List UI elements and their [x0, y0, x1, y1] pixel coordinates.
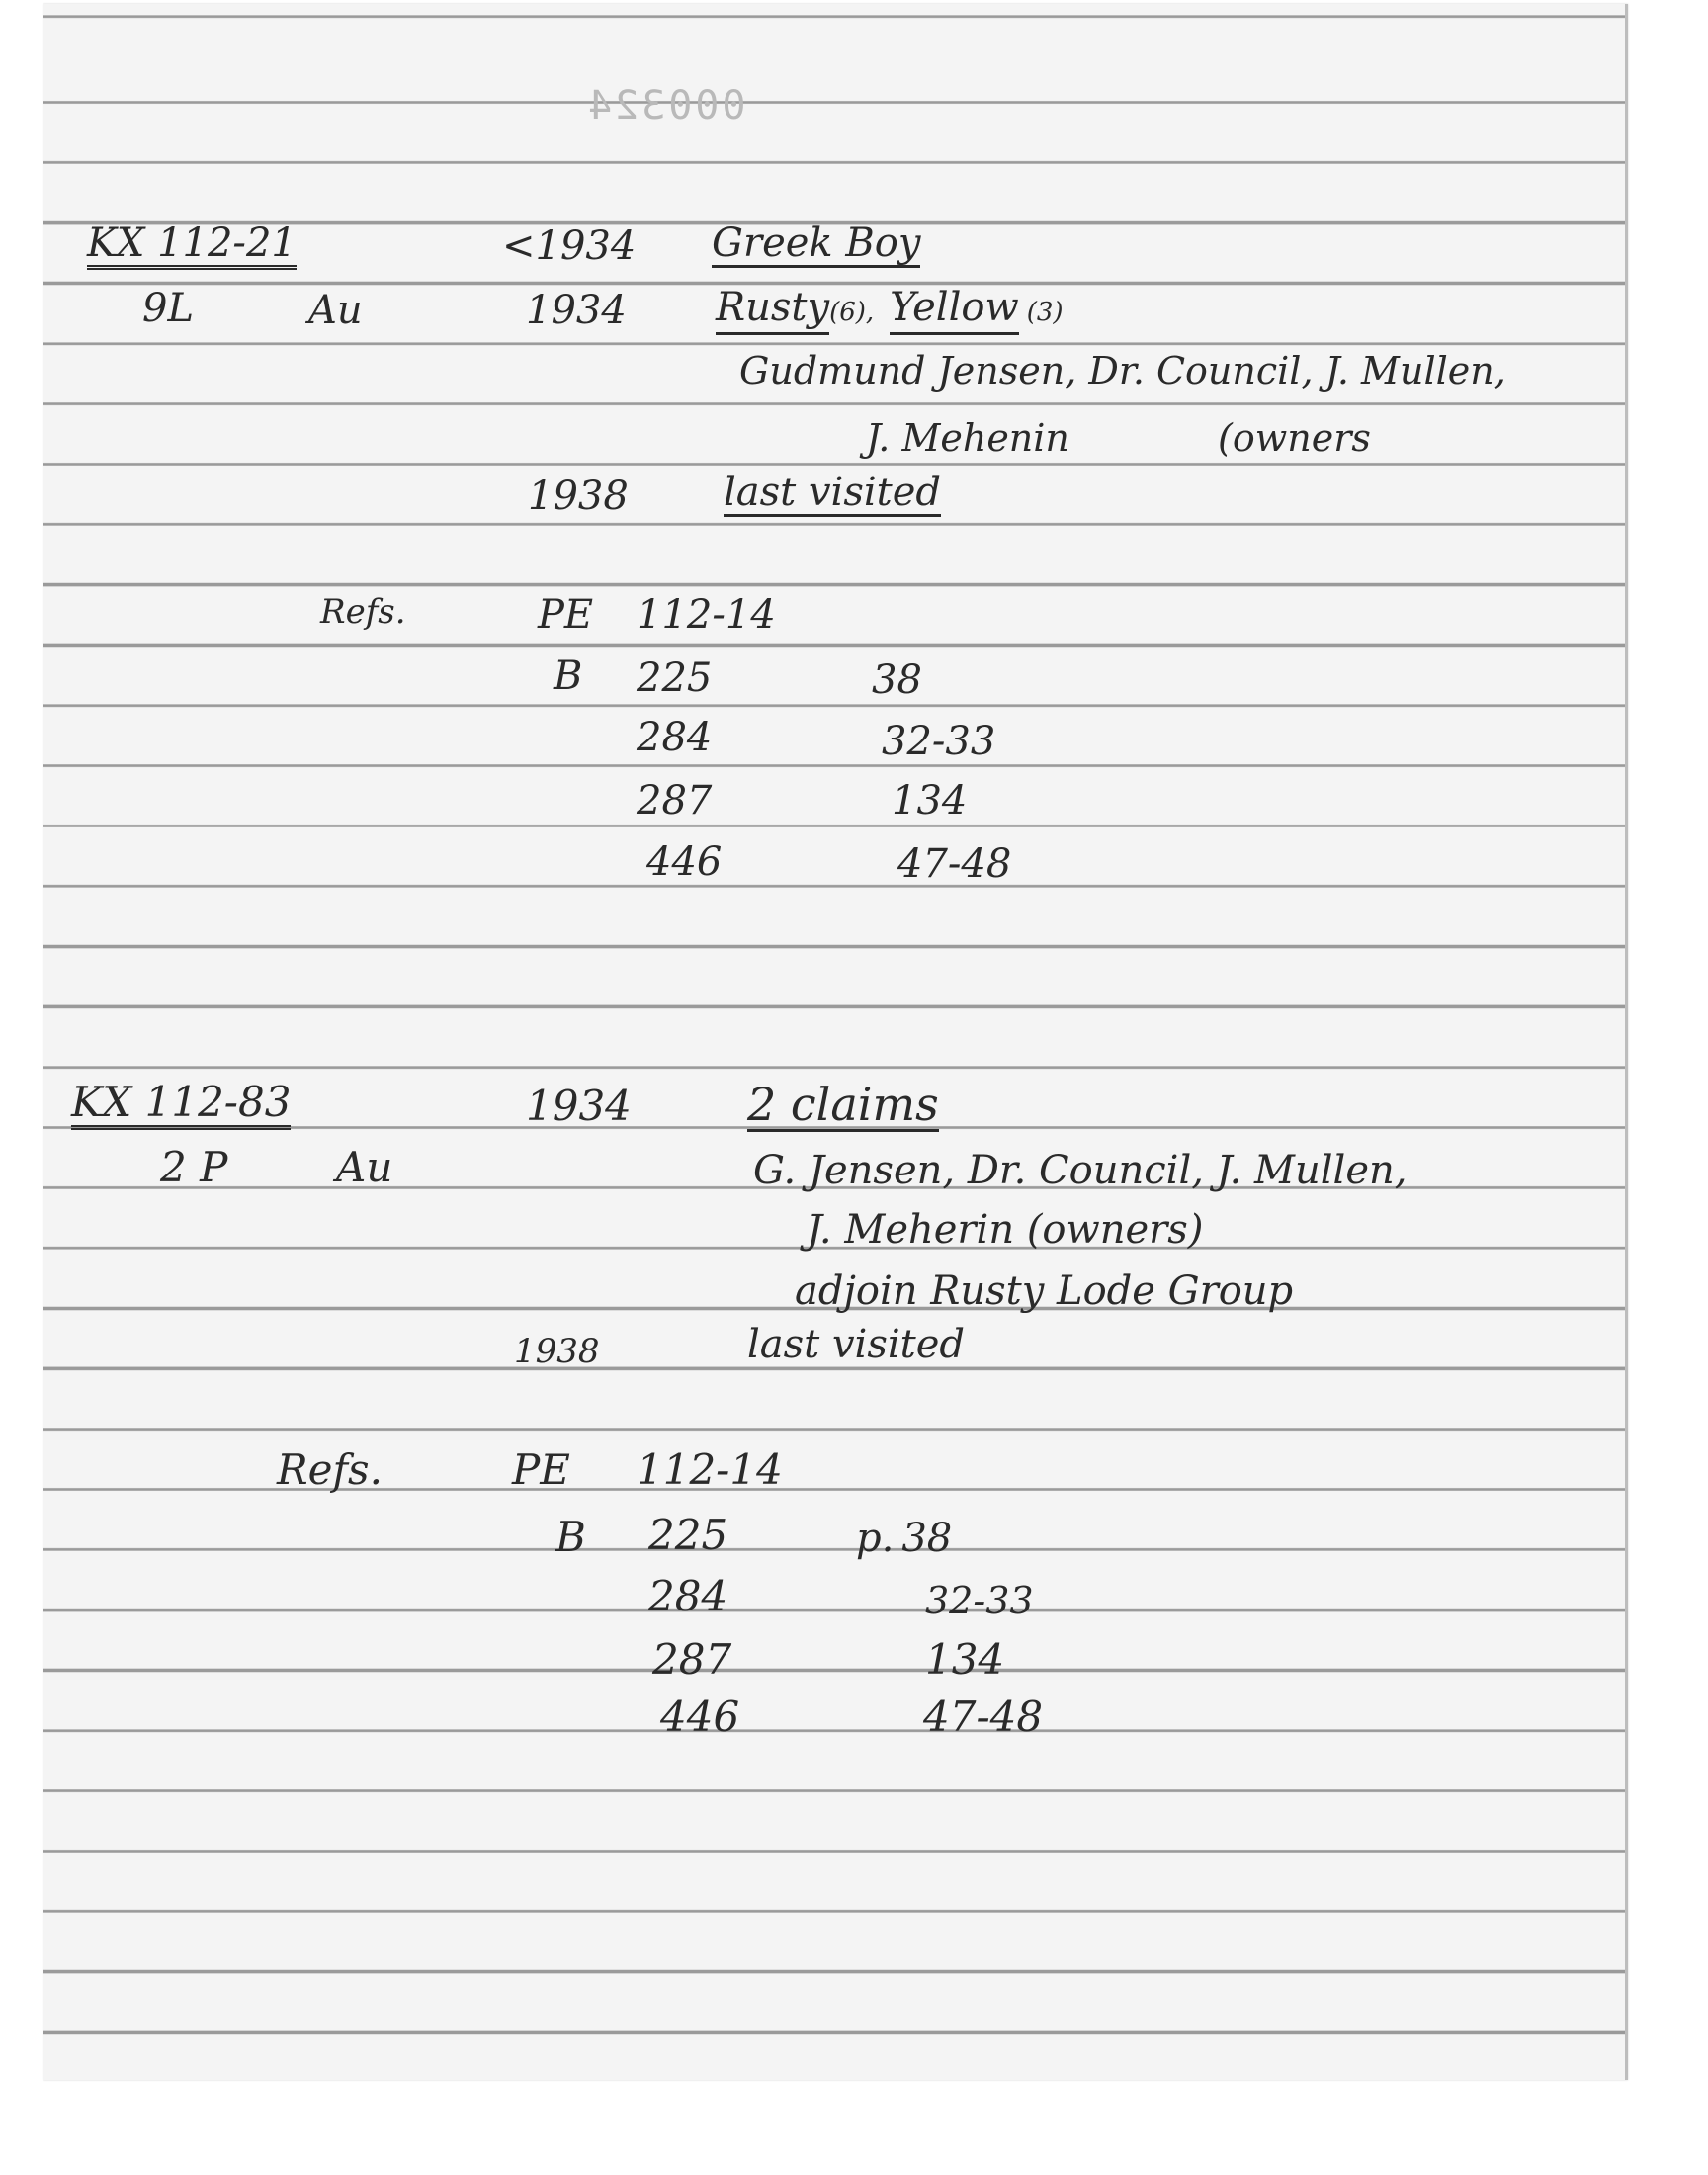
- entry-year: 1934: [526, 1082, 632, 1130]
- last-visited-text: last visited: [724, 470, 942, 515]
- entry-claims: [716, 285, 1064, 330]
- ref-number: 284: [637, 715, 713, 760]
- ref-number: 225: [648, 1511, 728, 1559]
- ref-page: p. 38: [856, 1516, 953, 1561]
- ref-page: 38: [872, 657, 922, 703]
- entry-year: 1934: [526, 288, 627, 333]
- notebook-page: [43, 4, 1628, 2080]
- ref-page: 47-48: [923, 1693, 1044, 1741]
- last-visited-text: last visited: [747, 1322, 966, 1367]
- entry-grid: 2 P: [160, 1143, 228, 1191]
- refs-label: Refs.: [320, 592, 406, 632]
- page-prefix: p.: [856, 1516, 895, 1561]
- entry-id: KX 112-83: [71, 1082, 291, 1130]
- ref-page: 134: [892, 778, 968, 824]
- refs-label: Refs.: [277, 1445, 383, 1494]
- ref-pe-value: 112-14: [637, 1445, 783, 1494]
- claim-yellow-count: (3): [1026, 298, 1064, 327]
- ref-pe-label: PE: [538, 592, 594, 638]
- ref-b-label: B: [555, 1513, 586, 1561]
- owners-line-2: J. Mehenin: [866, 416, 1069, 460]
- entry-commodity: Au: [336, 1143, 393, 1191]
- ref-number: 287: [652, 1635, 732, 1684]
- ref-page: 32-33: [925, 1579, 1034, 1622]
- entry-date-range: <1934: [502, 223, 637, 269]
- page-number-stamp: 000324: [585, 83, 746, 129]
- ref-number: 446: [646, 839, 723, 885]
- claim-rusty: Rusty: [716, 285, 829, 335]
- owners-line-1: G. Jensen, Dr. Council, J. Mullen,: [753, 1148, 1408, 1193]
- claim-yellow: Yellow: [890, 285, 1019, 335]
- ref-number: 225: [637, 655, 713, 701]
- ref-page: 32-33: [882, 719, 996, 764]
- owners-line-2: J. Meherin (owners): [807, 1207, 1204, 1253]
- ref-b-label: B: [554, 653, 583, 699]
- entry-title: 2 claims: [747, 1078, 939, 1131]
- adjoin-note: adjoin Rusty Lode Group: [795, 1268, 1294, 1314]
- ref-number: 446: [660, 1693, 740, 1741]
- entry-title: Greek Boy: [712, 220, 921, 266]
- entry-id: KX 112-21: [87, 223, 297, 270]
- ref-number: 287: [637, 778, 713, 824]
- entry-commodity: Au: [308, 288, 363, 333]
- owners-line-1: Gudmund Jensen, Dr. Council, J. Mullen,: [739, 349, 1506, 392]
- ref-page: 134: [925, 1635, 1005, 1684]
- ref-pe-label: PE: [512, 1445, 570, 1494]
- ref-pe-value: 112-14: [637, 592, 776, 638]
- ref-number: 284: [648, 1572, 728, 1620]
- claim-rusty-count: (6),: [829, 298, 875, 327]
- ref-page: 47-48: [897, 841, 1012, 887]
- entry-grid: 9L: [142, 286, 195, 331]
- last-visited-year: 1938: [528, 474, 629, 519]
- last-visited-year: 1938: [514, 1332, 600, 1371]
- owners-label: (owners: [1218, 416, 1371, 460]
